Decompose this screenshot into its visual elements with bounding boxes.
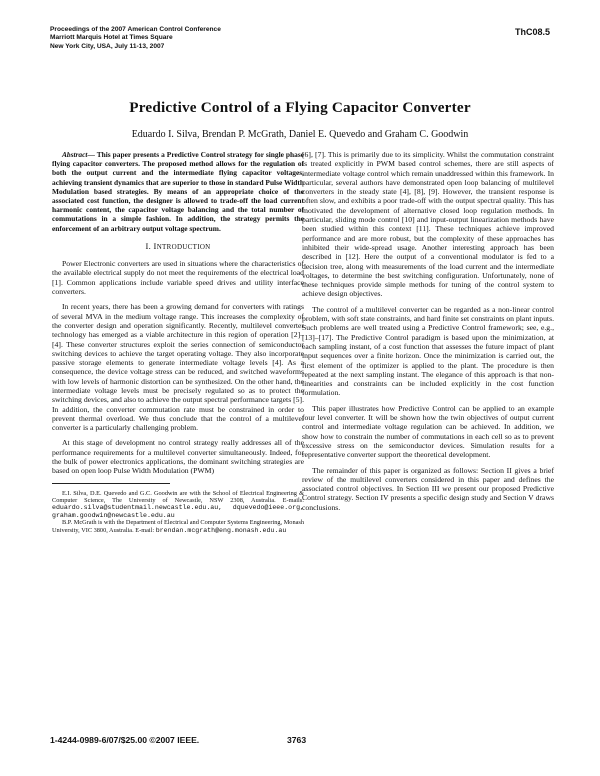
paper-title: Predictive Control of a Flying Capacitor Converter (129, 99, 471, 116)
footnote-affiliation: B.P. McGrath is with the Department of Electrical and Computer Systems Engineering, Monash University, VIC 3800, Australia. E-mail: (52, 519, 304, 534)
conference-line: Marriott Marquis Hotel at Times Square (50, 34, 173, 42)
footnote-email: brendan.mcgrath@eng.monash.edu.au (155, 526, 287, 534)
section-title-rest: NTRODUCTION (156, 242, 211, 251)
abstract-text: This paper presents a Predictive Control strategy for single phase flying capacitor converters. The proposed method allows for the regulation of both the output current and the intermediate flying capacitor voltages, achieving transient dynamics that are superior to those in standard Pulse Width Modulation based strategies. By means of an appropriate choice of the associated cost function, the designer is allowed to trade-off the load current harmonic content, the capacitor voltage balancing and the total number of commutations in a simple fashion. In addition, the strategy permits the enforcement of an arbitrary output voltage spectrum. (52, 150, 304, 233)
paragraph: Power Electronic converters are used in situations where the characteristics of the available electrical supply do not meet the requirements of the electrical load [1]. Common applications include variable speed drives and utility interface converters. (52, 259, 304, 297)
abstract-dash: — (87, 150, 97, 159)
left-column (52, 150, 304, 534)
page-number: 3763 (287, 735, 307, 745)
isbn-copyright: 1-4244-0989-6/07/$25.00 ©2007 IEEE. (50, 735, 200, 745)
footnote-emails: eduardo.silva@studentmail.newcastle.edu.au, dquevedo@ieee.org, graham.goodwin@newcastle.edu.au (52, 504, 304, 519)
abstract-label: Abstract (62, 150, 88, 159)
author-list: Eduardo I. Silva, Brendan P. McGrath, Daniel E. Quevedo and Graham C. Goodwin (131, 129, 469, 140)
conference-line: New York City, USA, July 11-13, 2007 (50, 42, 165, 50)
section-title-first: I (153, 240, 157, 251)
paragraph: The remainder of this paper is organized as follows: Section II gives a brief review of the multilevel converters considered in this paper and defines the associated control objectives. In Section III we present our proposed Predictive Control strategy. Section IV presents a specific design study and Section V draws conclusions. (302, 465, 554, 512)
footnote-affiliation: E.I. Silva, D.E. Quevedo and G.C. Goodwin are with the School of Electrical Engineering & Computer Science, The University of Newcastle, NSW 2308, Australia. E-mails: (52, 489, 304, 505)
footnote-divider (52, 483, 170, 484)
section-number: I. (145, 240, 154, 251)
paragraph: This paper illustrates how Predictive Control can be applied to an example four level converter. It will be shown how the twin objectives of output current control and intermediate voltage regulation can be achieved. In addition, we show how to constrain the number of commutations in each cell so as to prevent excessive stress on the semiconductor devices. Simulation results for a representative converter support the theoretical development. (302, 403, 554, 460)
section-heading (52, 242, 304, 252)
session-code: ThC08.5 (514, 27, 550, 37)
paragraph: In recent years, there has been a growing demand for converters with ratings of several MVA in the medium voltage range. This increases the complexity of the converter design and operation significantly. Recently, multilevel converter technology has emerged as a viable architecture in this region of operation [2]–[4]. These converter structures exploit the series connection of semiconductor switching devices to achieve the target operating voltage. They also incorporate passive storage elements to generate intermediate voltage levels [4]. As a consequence, the device voltage stress can be reduced, and switched waveforms with low levels of harmonic distortion can be synthesized. On the other hand, the intermediate voltage levels must be precisely regulated so as to protect the switching devices, and also to achieve the output spectral performance targets [5]. In addition, the converter commutation rate must be constrained in order to prevent thermal overload. We thus conclude that the control of a multilevel converter is a particularly challenging problem. (52, 302, 304, 433)
footnotes (52, 490, 304, 534)
paragraph: [6], [7]. This is primarily due to its simplicity. Whilst the commutation constraint is treated explicitly in PWM based control schemes, there are still aspects of intermediate voltage control which remain unaddressed within this framework. In particular, several authors have demonstrated open loop balancing of multilevel converters in the steady state [4], [8], [9]. However, the transient response is often slow, and exhibits a poor trade-off with the output spectral quality. This has motivated the development of alternative closed loop regulation methods. In particular, sliding mode control [10] and input-output linearization methods have been studied within this context [11]. These techniques achieve improved performance and are more robust, but the complexity of these approaches has inhibited their wide-spread usage. Another interesting approach has been described in [12]. Here the output of a conventional modulator is fed to a decision tree, along with measurements of the load current and the intermediate voltages, to determine the best switching configuration. Unfortunately, none of these techniques provide simple methods for tuning of the control system to achieve design objectives. (302, 150, 554, 299)
paragraph: The control of a multilevel converter can be regarded as a non-linear control problem, with soft state constraints, and hard finite set constraints on plant inputs. Such problems are well treated using a Predictive Control framework; see, e.g., [13]–[17]. The Predictive Control paradigm is based upon the minimization, at each sampling instant, of a cost function that assesses the future impact of plant input sequences over a finite horizon. Once the minimization is carried out, the first element of the optimizer is applied to the plant. The procedure is then repeated at the next sampling instant. The elegance of this approach is that non-linearities and constraints can be included explicitly in the cost function formulation. (302, 304, 554, 398)
paragraph: At this stage of development no control strategy really addresses all of the performance requirements for a multilevel converter simultaneously. Indeed, for the bulk of power electronics applications, the dominant switching strategies are based on open loop Pulse Width Modulation (PWM) (52, 438, 304, 476)
conference-header (50, 26, 221, 51)
abstract (52, 150, 304, 233)
right-column (302, 150, 554, 512)
conference-line: Proceedings of the 2007 American Control Conference (50, 26, 221, 33)
